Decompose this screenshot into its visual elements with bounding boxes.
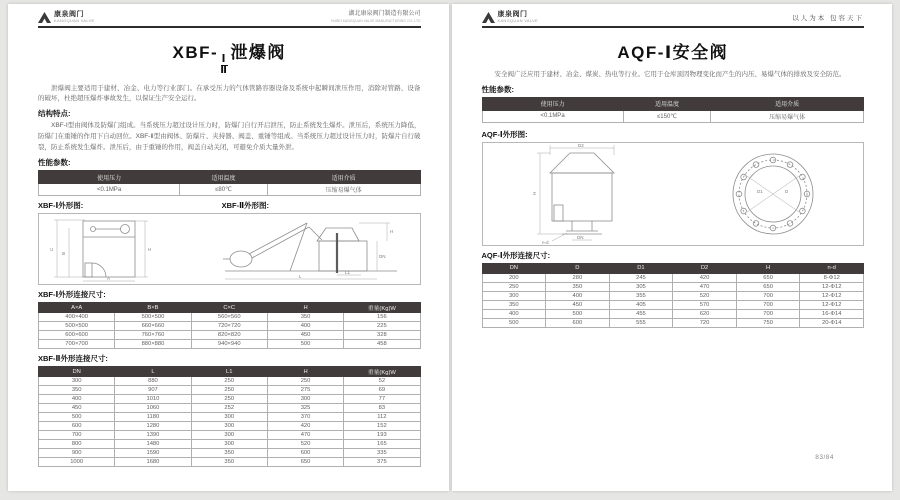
table-cell: 405 (609, 300, 673, 309)
dims2-heading: XBF-Ⅱ外形连接尺寸: (38, 354, 108, 364)
table-cell: 520 (673, 291, 737, 300)
table-cell: 620 (673, 309, 737, 318)
aqf1-dimensions-table (482, 263, 865, 328)
table-cell: 520 (267, 440, 343, 449)
table-cell: 940×940 (191, 340, 267, 349)
table-body (482, 110, 864, 122)
table-cell: 400 (39, 395, 115, 404)
table-header-cell: 适用温度 (623, 97, 711, 110)
table-row (482, 110, 864, 122)
table-row (39, 322, 421, 331)
table-cell: 760×760 (115, 331, 191, 340)
intro-paragraph: 安全阀广泛应用于建材、冶金、煤炭、热电等行业。它用于仓库顶因物理变化而产生的内压、易爆气体的排放及安全防范。 (494, 71, 846, 79)
table-cell: 880 (115, 377, 191, 386)
table-cell: 300 (39, 377, 115, 386)
brand-subtitle: KANGQUAN VALVE (54, 17, 95, 23)
table-cell: 300 (267, 395, 343, 404)
company-name: 湖北康泉阀门制造有限公司 (348, 11, 421, 18)
mountain-logo-icon (482, 12, 495, 23)
table-header-row (482, 263, 864, 273)
dim-label-d: D (785, 188, 789, 194)
table-row (39, 458, 421, 467)
table-cell: 200 (482, 273, 546, 282)
mountain-logo-icon (38, 12, 51, 23)
header-divider (482, 26, 865, 28)
page-right (452, 4, 893, 491)
brand-logo (482, 11, 539, 23)
table-row (39, 431, 421, 440)
table-cell: 420 (673, 273, 737, 282)
table-cell: 500×500 (115, 313, 191, 322)
page-number: 83/84 (815, 454, 834, 461)
brand-subtitle: KANGQUAN VALVE (497, 17, 539, 23)
table-cell: 907 (115, 386, 191, 395)
table-cell: 156 (344, 313, 420, 322)
table-cell: 600 (39, 422, 115, 431)
table-cell: 350 (267, 313, 343, 322)
brand-logo (38, 11, 95, 23)
table-row (39, 413, 421, 422)
table-cell: 20-Φ14 (800, 318, 864, 327)
table-cell: 400 (267, 322, 343, 331)
header-divider (38, 26, 421, 28)
table-row (482, 273, 864, 282)
table-cell: 325 (267, 404, 343, 413)
table-header-cell: D2 (673, 263, 737, 273)
table-cell: 458 (344, 340, 420, 349)
table-header-cell: 适用介质 (267, 171, 420, 184)
table-cell: 700 (736, 291, 800, 300)
table-row (39, 340, 421, 349)
xbf2-outline-drawing (219, 215, 409, 283)
table-cell: 720 (673, 318, 737, 327)
table-cell: 1010 (115, 395, 191, 404)
table-cell: ≤150℃ (623, 110, 711, 122)
aqf1-flange-view-drawing (723, 144, 823, 244)
table-cell: 112 (344, 413, 420, 422)
table-row (39, 440, 421, 449)
page-left (8, 4, 449, 491)
xbf1-dimensions-table (38, 302, 421, 349)
table-header-row (39, 367, 421, 377)
table-cell: 650 (736, 273, 800, 282)
dim-label-b: B (61, 252, 67, 256)
table-cell: 350 (39, 386, 115, 395)
dim-label-l: L (299, 274, 302, 280)
performance-params-table (482, 97, 865, 123)
table-cell: 700×700 (39, 340, 115, 349)
outline-heading: AQF-Ⅰ外形图: (481, 129, 528, 139)
table-header-cell: 重量(Kg)W (344, 367, 420, 377)
table-row (482, 309, 864, 318)
table-cell: 800 (39, 440, 115, 449)
table-cell: 350 (191, 449, 267, 458)
table-cell: 300 (191, 413, 267, 422)
table-cell: 压缩易爆气体 (267, 184, 420, 196)
table-cell: 245 (609, 273, 673, 282)
table-cell: 500 (482, 318, 546, 327)
table-cell: 820×820 (191, 331, 267, 340)
table-cell: ≤80℃ (180, 184, 268, 196)
title-prefix: XBF- (172, 43, 219, 63)
table-row (482, 300, 864, 309)
table-cell: 压缩易爆气体 (711, 110, 864, 122)
table-cell: 1390 (115, 431, 191, 440)
table-cell: 1060 (115, 404, 191, 413)
table-header-cell: n-d (800, 263, 864, 273)
title-fraction (220, 55, 228, 76)
dim-label-c: C (49, 247, 55, 252)
table-cell: 83 (344, 404, 420, 413)
table-cell: 350 (482, 300, 546, 309)
section-structure-heading: 结构特点: (38, 109, 71, 119)
table-header-cell: DN (39, 367, 115, 377)
table-cell: 1480 (115, 440, 191, 449)
table-cell: 250 (191, 386, 267, 395)
table-header-cell: 适用温度 (180, 171, 268, 184)
table-cell: 470 (267, 431, 343, 440)
table-cell: 300 (191, 431, 267, 440)
table-cell: 600 (267, 449, 343, 458)
table-cell: <0.1MPa (39, 184, 180, 196)
table-cell: 400 (546, 291, 610, 300)
table-cell: 52 (344, 377, 420, 386)
table-cell: 335 (344, 449, 420, 458)
table-header-row (39, 303, 421, 313)
table-cell: 250 (267, 377, 343, 386)
dim-label-d1: D1 (757, 188, 764, 194)
dim-label-dn: DN (577, 234, 584, 240)
table-cell: 375 (344, 458, 420, 467)
table-row (482, 291, 864, 300)
table-row (482, 282, 864, 291)
table-cell: 225 (344, 322, 420, 331)
performance-params-table (38, 170, 421, 196)
dim-label-h: H (148, 247, 152, 253)
table-cell: 250 (482, 282, 546, 291)
table-row (39, 404, 421, 413)
table-cell: 500 (39, 413, 115, 422)
table-body (482, 273, 864, 327)
table-cell: 720×720 (191, 322, 267, 331)
dim-label-h2: H (390, 229, 394, 235)
table-header-cell: H (267, 303, 343, 313)
title-frac-top: Ⅰ (221, 54, 227, 66)
table-row (482, 318, 864, 327)
table-cell: 555 (609, 318, 673, 327)
table-cell: 12-Φ12 (800, 300, 864, 309)
table-cell: 300 (482, 291, 546, 300)
table-header-cell: L (115, 367, 191, 377)
table-header-cell: 使用压力 (482, 97, 623, 110)
aqf1-side-view-drawing (522, 143, 644, 245)
table-cell: <0.1MPa (482, 110, 623, 122)
table-cell: 328 (344, 331, 420, 340)
table-header-cell: D1 (609, 263, 673, 273)
table-row (39, 331, 421, 340)
table-cell: 1180 (115, 413, 191, 422)
title-frac-bottom: Ⅱ (220, 65, 229, 77)
table-cell: 560×560 (191, 313, 267, 322)
table-cell: 400×400 (39, 313, 115, 322)
table-body (39, 184, 421, 196)
table-row (39, 449, 421, 458)
table-header-cell: A×A (39, 303, 115, 313)
table-cell: 700 (736, 300, 800, 309)
table-cell: 300 (191, 440, 267, 449)
page-title (38, 38, 421, 76)
table-header-row (39, 171, 421, 184)
table-cell: 900 (39, 449, 115, 458)
table-cell: 1280 (115, 422, 191, 431)
table-header-cell: D (546, 263, 610, 273)
intro-paragraph: 泄爆阀主要适用于建材、冶金、电力等行业部门。在承受压力的气体管路容器设备及系统中起瞬间泄压作用，消除对管路、设备的破坏，杜绝超压爆炸事故发生，以保证生产安全运行。 (38, 84, 421, 103)
xbf2-dimensions-table (38, 366, 421, 467)
table-cell: 152 (344, 422, 420, 431)
table-cell: 305 (609, 282, 673, 291)
dim-label-nd: n-d (542, 239, 549, 245)
title-suffix: 泄爆阀 (230, 43, 286, 63)
table-cell: 350 (191, 458, 267, 467)
table-cell: 165 (344, 440, 420, 449)
outline-drawings-box (482, 142, 865, 246)
table-header-cell: C×C (191, 303, 267, 313)
table-cell: 450 (546, 300, 610, 309)
table-cell: 700 (736, 309, 800, 318)
dim-label-h: H (532, 191, 538, 195)
table-row (39, 386, 421, 395)
slogan-block (792, 15, 864, 23)
company-name-en: HUBEI KANGQUAN VALVE MANUFACTURING CO.,LTD (331, 18, 421, 23)
dim-label-dn: DN (379, 254, 386, 260)
table-cell: 600 (546, 318, 610, 327)
table-cell: 8-Φ12 (800, 273, 864, 282)
table-header-cell: B×B (115, 303, 191, 313)
table-header-cell: 重量(Kg)W (344, 303, 420, 313)
section-params-heading: 性能参数: (481, 84, 514, 94)
table-cell: 300 (191, 422, 267, 431)
table-cell: 650 (736, 282, 800, 291)
table-cell: 700 (39, 431, 115, 440)
dims1-heading: XBF-Ⅰ外形连接尺寸: (38, 290, 106, 300)
table-cell: 250 (191, 395, 267, 404)
table-cell: 77 (344, 395, 420, 404)
table-cell: 420 (267, 422, 343, 431)
table-header-cell: H (736, 263, 800, 273)
table-header-row (482, 97, 864, 110)
table-cell: 12-Φ12 (800, 291, 864, 300)
table-cell: 69 (344, 386, 420, 395)
table-row (39, 422, 421, 431)
table-cell: 450 (39, 404, 115, 413)
dims-heading: AQF-Ⅰ外形连接尺寸: (481, 250, 551, 260)
table-cell: 750 (736, 318, 800, 327)
page-header (482, 11, 865, 26)
structure-paragraph: XBF-Ⅰ型由阀体及防爆门组成。当系统压力超过设计压力时，防爆门自行开启泄压，防止系统发生爆炸。泄压后，系统压力降低，防爆门在重锤的作用下自动回位。XBF-Ⅱ型由阀体、防爆片、夹持器、阀盖、重锤等组成。当系统压力超过设计压力时，防爆片自行破裂，防止系统发生爆炸。泄压后，由于重锤的作用，阀盖自动关闭，可避免介质大量外泄。 (38, 122, 421, 152)
dim-label-a: A (107, 276, 111, 282)
table-cell: 252 (191, 404, 267, 413)
table-row (39, 395, 421, 404)
table-row (39, 377, 421, 386)
table-cell: 500 (546, 309, 610, 318)
outline1-heading: XBF-Ⅰ外形图: (38, 201, 84, 211)
table-cell: 450 (267, 331, 343, 340)
table-cell: 660×660 (115, 322, 191, 331)
table-header-cell: 适用介质 (711, 97, 864, 110)
table-cell: 1680 (115, 458, 191, 467)
table-cell: 16-Φ14 (800, 309, 864, 318)
table-header-cell: 使用压力 (39, 171, 180, 184)
outline2-heading: XBF-Ⅱ外形图: (221, 201, 270, 211)
table-cell: 400 (482, 309, 546, 318)
table-cell: 650 (267, 458, 343, 467)
table-header-cell: L1 (191, 367, 267, 377)
table-cell: 370 (267, 413, 343, 422)
table-cell: 250 (191, 377, 267, 386)
table-row (39, 313, 421, 322)
table-cell: 470 (673, 282, 737, 291)
table-cell: 350 (546, 282, 610, 291)
table-cell: 600×600 (39, 331, 115, 340)
table-cell: 1000 (39, 458, 115, 467)
xbf1-outline-drawing (49, 215, 199, 283)
dim-label-l1: L1 (345, 270, 351, 276)
table-cell: 280 (546, 273, 610, 282)
dim-label-d2: D2 (578, 142, 584, 148)
outline-drawings-box (38, 213, 421, 285)
table-body (39, 377, 421, 467)
table-cell: 570 (673, 300, 737, 309)
table-cell: 880×880 (115, 340, 191, 349)
table-cell: 1590 (115, 449, 191, 458)
table-cell: 500 (267, 340, 343, 349)
table-cell: 12-Φ12 (800, 282, 864, 291)
company-block (331, 11, 420, 23)
table-cell: 500×500 (39, 322, 115, 331)
company-slogan: 以人为本 包容天下 (792, 14, 864, 22)
brand-name: 康泉阀门 (54, 11, 84, 18)
table-row (39, 184, 421, 196)
outline-labels-row (38, 200, 421, 211)
brand-name: 康泉阀门 (497, 11, 528, 18)
table-cell: 455 (609, 309, 673, 318)
table-body (39, 313, 421, 349)
table-cell: 193 (344, 431, 420, 440)
section-params-heading: 性能参数: (38, 158, 71, 168)
table-header-cell: H (267, 367, 343, 377)
page-title: AQF-Ⅰ安全阀 (617, 43, 729, 63)
table-header-cell: DN (482, 263, 546, 273)
page-header (38, 11, 421, 26)
table-cell: 355 (609, 291, 673, 300)
table-cell: 275 (267, 386, 343, 395)
